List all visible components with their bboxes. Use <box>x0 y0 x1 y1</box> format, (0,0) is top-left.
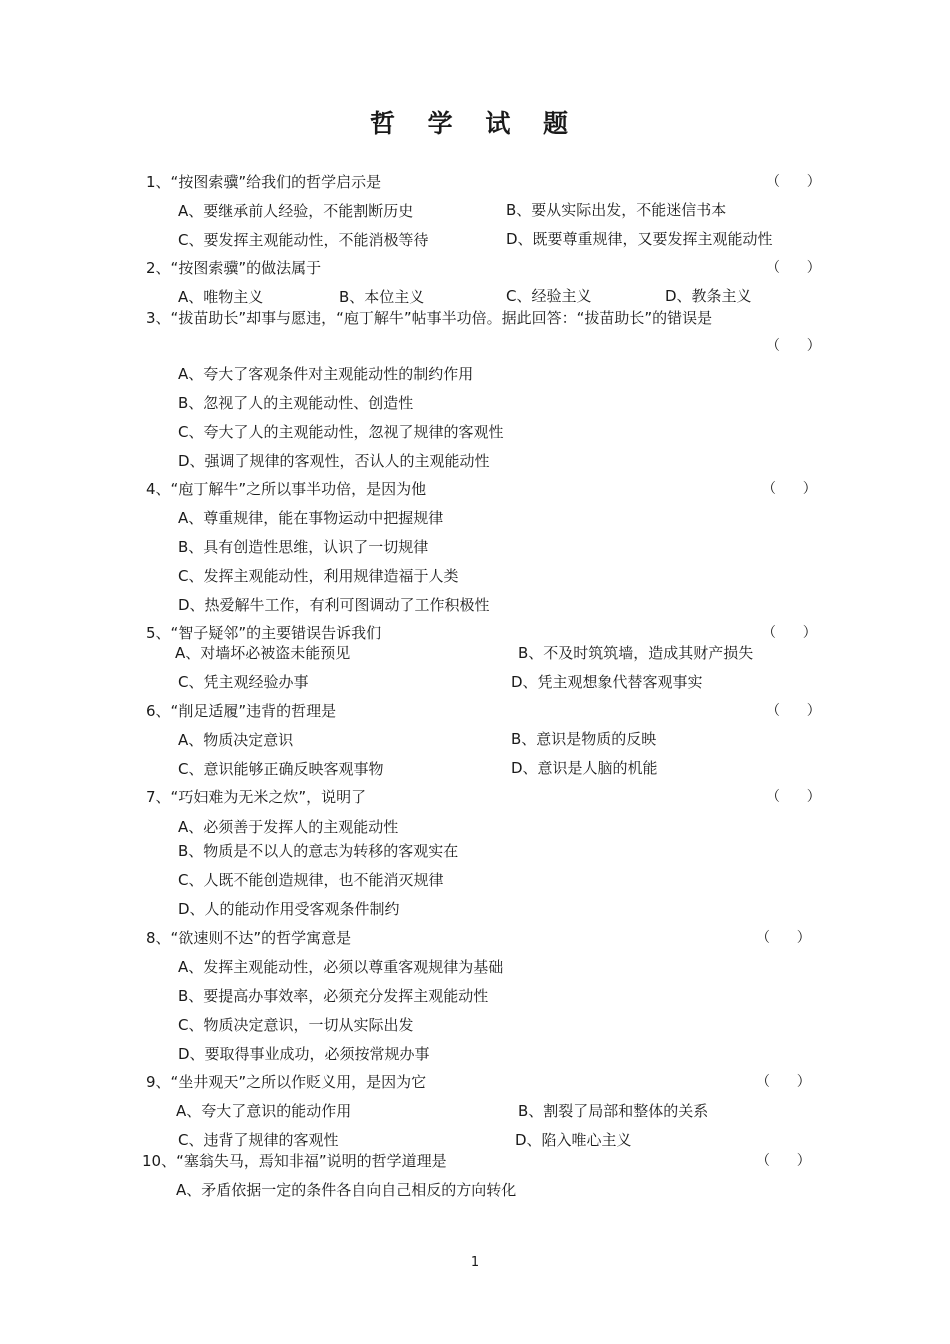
option: B、本位主义 <box>339 288 425 306</box>
question-stem: 9、“坐井观天”之所以作贬义用，是因为它 <box>146 1073 427 1091</box>
question-stem: 4、“庖丁解牛”之所以事半功倍，是因为他 <box>146 480 427 498</box>
option: D、人的能动作用受客观条件制约 <box>178 900 400 918</box>
answer-blank: （ ） <box>766 338 821 354</box>
question-stem: 7、“巧妇难为无米之炊”，说明了 <box>146 788 367 806</box>
option: A、唯物主义 <box>178 288 264 306</box>
option: D、既要尊重规律，又要发挥主观能动性 <box>506 230 773 248</box>
option: B、不及时筑筑墙，造成其财产损失 <box>518 644 754 662</box>
answer-blank: （ ） <box>766 789 821 805</box>
answer-blank: （ ） <box>756 1074 811 1090</box>
option: B、物质是不以人的意志为转移的客观实在 <box>178 842 459 860</box>
page-title: 哲 学 试 题 <box>369 109 581 138</box>
option: C、物质决定意识，一切从实际出发 <box>178 1016 414 1034</box>
option: B、具有创造性思维，认识了一切规律 <box>178 538 429 556</box>
option: C、意识能够正确反映客观事物 <box>178 760 384 778</box>
option: C、人既不能创造规律，也不能消灭规律 <box>178 871 444 889</box>
question-stem: 10、“塞翁失马，焉知非福”说明的哲学道理是 <box>142 1152 447 1170</box>
option: C、违背了规律的客观性 <box>178 1131 339 1149</box>
option: D、热爱解牛工作，有利可图调动了工作积极性 <box>178 596 490 614</box>
option: D、意识是人脑的机能 <box>511 759 658 777</box>
option: A、必须善于发挥人的主观能动性 <box>178 818 399 836</box>
option: C、要发挥主观能动性，不能消极等待 <box>178 231 429 249</box>
option: B、要从实际出发，不能迷信书本 <box>506 201 727 219</box>
option: B、割裂了局部和整体的关系 <box>518 1102 709 1120</box>
option: D、凭主观想象代替客观事实 <box>511 673 703 691</box>
option: A、尊重规律，能在事物运动中把握规律 <box>178 509 444 527</box>
option: C、发挥主观能动性，利用规律造福于人类 <box>178 567 459 585</box>
answer-blank: （ ） <box>766 260 821 276</box>
question-stem: 5、“智子疑邻”的主要错误告诉我们 <box>146 624 382 642</box>
page-number: 1 <box>470 1255 480 1270</box>
answer-blank: （ ） <box>766 174 821 190</box>
option: A、要继承前人经验，不能割断历史 <box>178 202 414 220</box>
option: D、强调了规律的客观性，否认人的主观能动性 <box>178 452 490 470</box>
answer-blank: （ ） <box>766 703 821 719</box>
option: D、陷入唯心主义 <box>515 1131 632 1149</box>
question-stem: 2、“按图索骥”的做法属于 <box>146 259 322 277</box>
option: A、物质决定意识 <box>178 731 294 749</box>
question-stem: 3、“拔苗助长”却事与愿违，“庖丁解牛”帖事半功倍。据此回答：“拔苗助长”的错误是 <box>146 309 713 327</box>
option: C、夸大了人的主观能动性，忽视了规律的客观性 <box>178 423 504 441</box>
option: A、矛盾依据一定的条件各自向自己相反的方向转化 <box>176 1181 517 1199</box>
question-stem: 6、“削足适履”违背的哲理是 <box>146 702 337 720</box>
option: C、凭主观经验办事 <box>178 673 309 691</box>
answer-blank: （ ） <box>762 481 817 497</box>
option: A、对墙坏必被盗未能预见 <box>175 644 351 662</box>
option: D、教条主义 <box>665 287 752 305</box>
option: A、夸大了意识的能动作用 <box>176 1102 352 1120</box>
option: A、夸大了客观条件对主观能动性的制约作用 <box>178 365 474 383</box>
option: B、意识是物质的反映 <box>511 730 657 748</box>
answer-blank: （ ） <box>756 930 811 946</box>
question-stem: 1、“按图索骥”给我们的哲学启示是 <box>146 173 382 191</box>
option: B、忽视了人的主观能动性、创造性 <box>178 394 414 412</box>
option: C、经验主义 <box>506 287 592 305</box>
option: D、要取得事业成功，必须按常规办事 <box>178 1045 430 1063</box>
question-stem: 8、“欲速则不达”的哲学寓意是 <box>146 929 352 947</box>
option: B、要提高办事效率，必须充分发挥主观能动性 <box>178 987 489 1005</box>
answer-blank: （ ） <box>756 1153 811 1169</box>
answer-blank: （ ） <box>762 625 817 641</box>
option: A、发挥主观能动性，必须以尊重客观规律为基础 <box>178 958 504 976</box>
